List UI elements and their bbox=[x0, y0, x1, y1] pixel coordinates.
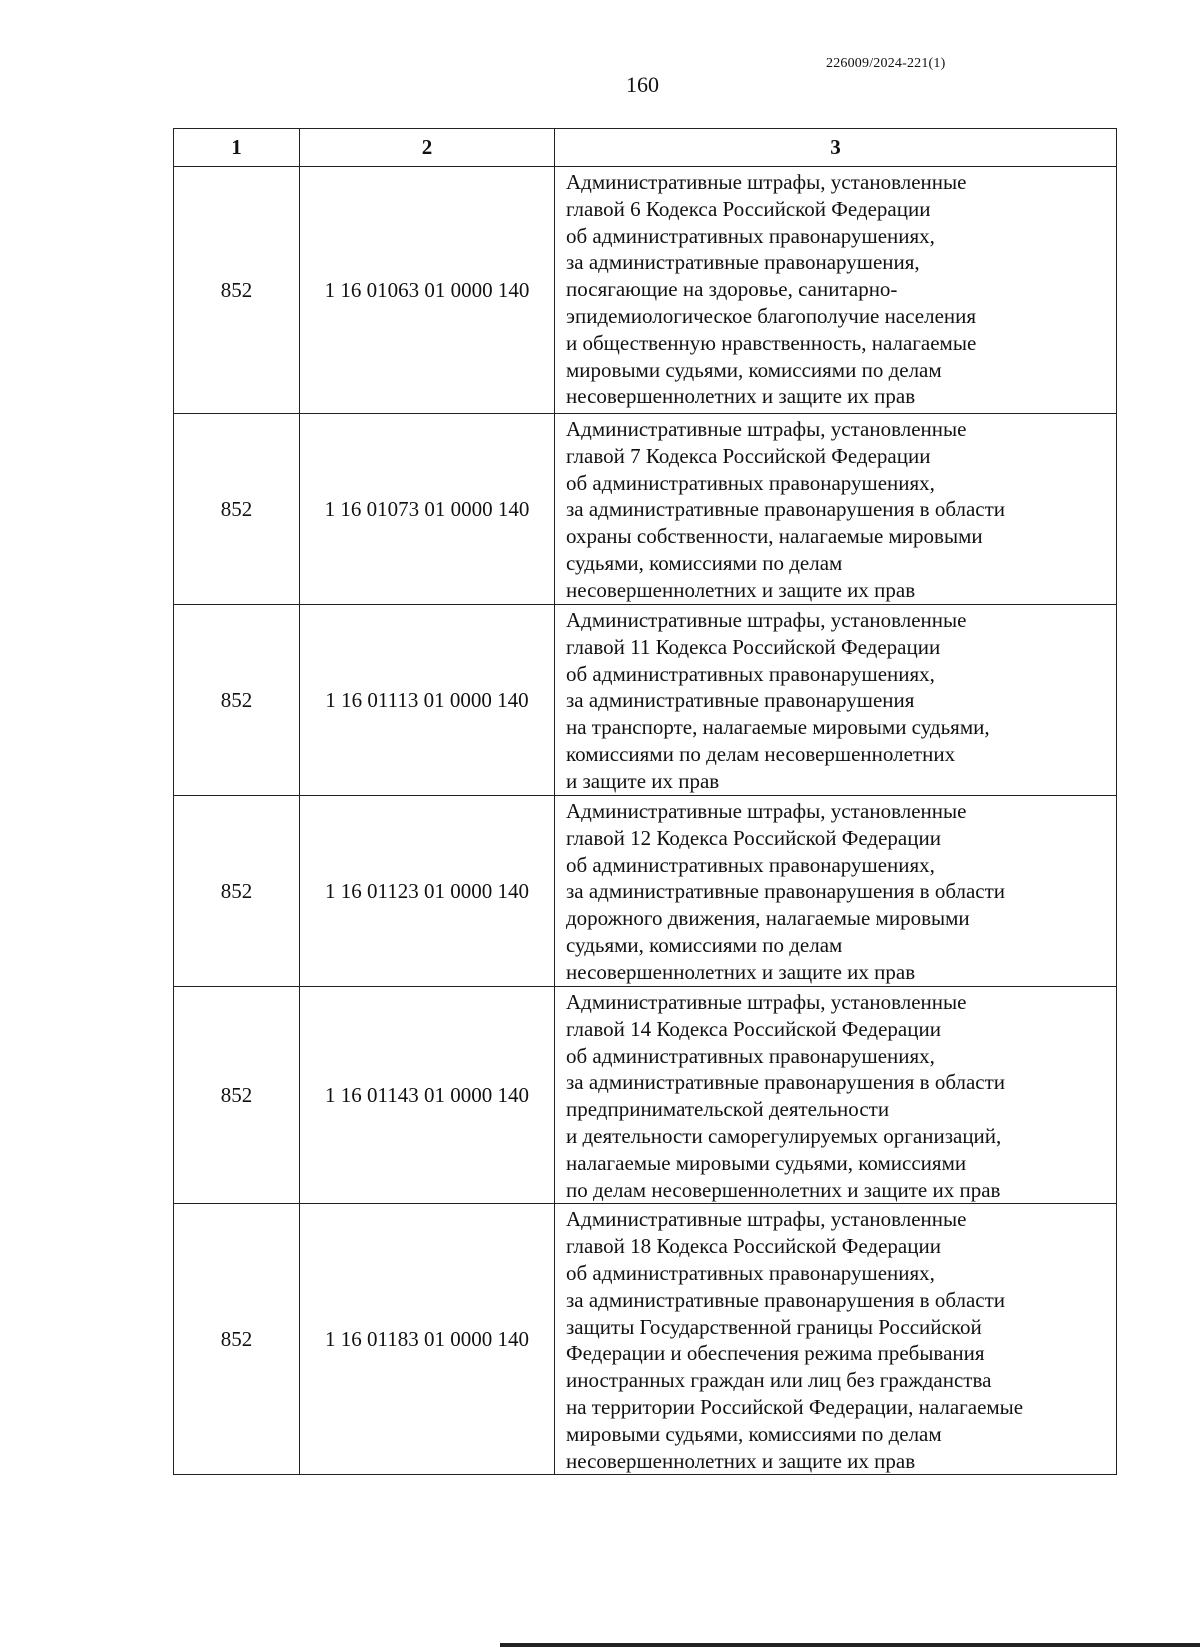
description-line: мировыми судьями, комиссиями по делам bbox=[566, 1421, 942, 1446]
scan-edge-line bbox=[500, 1643, 1200, 1647]
table-row bbox=[174, 167, 1117, 414]
description-line: Административные штрафы, установленные bbox=[566, 1207, 967, 1232]
description-line: защиты Государственной границы Российской bbox=[566, 1314, 982, 1339]
admin-code-cell: 852 bbox=[174, 605, 300, 796]
description-line: за административные правонарушения bbox=[566, 688, 915, 713]
description-line: главой 14 Кодекса Российской Федерации bbox=[566, 1016, 941, 1041]
description-line: об административных правонарушениях, bbox=[566, 470, 935, 495]
description-line: об административных правонарушениях, bbox=[566, 1043, 935, 1068]
description-line: и деятельности саморегулируемых организаций, bbox=[566, 1123, 1002, 1148]
description-line: несовершеннолетних и защите их прав bbox=[566, 959, 916, 984]
description-cell bbox=[555, 167, 1117, 414]
description-cell bbox=[555, 987, 1117, 1204]
admin-code-cell: 852 bbox=[174, 987, 300, 1204]
description-cell bbox=[555, 605, 1117, 796]
description-line: за административные правонарушения в области bbox=[566, 497, 1006, 522]
table-row bbox=[174, 987, 1117, 1204]
description-line: комиссиями по делам несовершеннолетних bbox=[566, 741, 956, 766]
description-line: по делам несовершеннолетних и защите их прав bbox=[566, 1177, 1001, 1202]
column-header-3: 3 bbox=[555, 129, 1117, 167]
admin-code-cell: 852 bbox=[174, 1204, 300, 1475]
description-line: охраны собственности, налагаемые мировыми bbox=[566, 524, 983, 549]
description-line: главой 11 Кодекса Российской Федерации bbox=[566, 634, 941, 659]
description-line: за административные правонарушения в области bbox=[566, 879, 1006, 904]
description-line: главой 12 Кодекса Российской Федерации bbox=[566, 825, 941, 850]
description-cell bbox=[555, 796, 1117, 987]
description-line: и общественную нравственность, налагаемые bbox=[566, 330, 977, 355]
kbk-code-cell: 1 16 01123 01 0000 140 bbox=[300, 796, 555, 987]
column-header-1: 1 bbox=[174, 129, 300, 167]
description-line: судьями, комиссиями по делам bbox=[566, 550, 843, 575]
description-line: об административных правонарушениях, bbox=[566, 661, 935, 686]
description-line: несовершеннолетних и защите их прав bbox=[566, 1448, 916, 1473]
description-line: на территории Российской Федерации, налагаемые bbox=[566, 1394, 1024, 1419]
description-line: об административных правонарушениях, bbox=[566, 852, 935, 877]
header-row bbox=[174, 129, 1117, 167]
description-line: за административные правонарушения в области bbox=[566, 1287, 1006, 1312]
fines-table bbox=[173, 128, 1117, 1475]
description-line: об административных правонарушениях, bbox=[566, 223, 935, 248]
description-line: за административные правонарушения, bbox=[566, 250, 920, 275]
description-line: Административные штрафы, установленные bbox=[566, 990, 967, 1014]
description-line: Административные штрафы, установленные bbox=[566, 170, 967, 194]
description-line: на транспорте, налагаемые мировыми судьями, bbox=[566, 715, 990, 740]
description-line: Административные штрафы, установленные bbox=[566, 799, 967, 823]
kbk-code-cell: 1 16 01073 01 0000 140 bbox=[300, 414, 555, 605]
description-line: за административные правонарушения в области bbox=[566, 1070, 1006, 1095]
column-header-2: 2 bbox=[300, 129, 555, 167]
description-line: предпринимательской деятельности bbox=[566, 1097, 890, 1122]
description-line: несовершеннолетних и защите их прав bbox=[566, 577, 916, 602]
kbk-code-cell: 1 16 01183 01 0000 140 bbox=[300, 1204, 555, 1475]
description-line: иностранных граждан или лиц без гражданства bbox=[566, 1368, 992, 1393]
table-row bbox=[174, 605, 1117, 796]
table-row bbox=[174, 1204, 1117, 1475]
description-line: мировыми судьями, комиссиями по делам bbox=[566, 357, 942, 382]
kbk-code-cell: 1 16 01113 01 0000 140 bbox=[300, 605, 555, 796]
description-line: несовершеннолетних и защите их прав bbox=[566, 384, 916, 409]
table-row bbox=[174, 414, 1117, 605]
description-line: Федерации и обеспечения режима пребывания bbox=[566, 1341, 985, 1366]
kbk-code-cell: 1 16 01063 01 0000 140 bbox=[300, 167, 555, 414]
description-line: судьями, комиссиями по делам bbox=[566, 932, 843, 957]
description-line: об административных правонарушениях, bbox=[566, 1260, 935, 1285]
description-line: дорожного движения, налагаемые мировыми bbox=[566, 906, 970, 931]
description-line: Административные штрафы, установленные bbox=[566, 417, 967, 441]
admin-code-cell: 852 bbox=[174, 414, 300, 605]
description-cell bbox=[555, 414, 1117, 605]
description-line: посягающие на здоровье, санитарно- bbox=[566, 277, 898, 302]
table-body bbox=[174, 167, 1117, 1475]
description-line: главой 18 Кодекса Российской Федерации bbox=[566, 1234, 941, 1259]
admin-code-cell: 852 bbox=[174, 167, 300, 414]
description-line: Административные штрафы, установленные bbox=[566, 608, 967, 632]
description-line: главой 6 Кодекса Российской Федерации bbox=[566, 196, 931, 221]
page-number: 160 bbox=[626, 72, 659, 97]
description-line: и защите их прав bbox=[566, 768, 720, 793]
table-header bbox=[174, 129, 1117, 167]
document-number: 226009/2024-221(1) bbox=[826, 56, 946, 71]
description-cell bbox=[555, 1204, 1117, 1475]
kbk-code-cell: 1 16 01143 01 0000 140 bbox=[300, 987, 555, 1204]
admin-code-cell: 852 bbox=[174, 796, 300, 987]
description-line: налагаемые мировыми судьями, комиссиями bbox=[566, 1150, 967, 1175]
table-row bbox=[174, 796, 1117, 987]
description-line: эпидемиологическое благополучие населения bbox=[566, 303, 977, 328]
description-line: главой 7 Кодекса Российской Федерации bbox=[566, 443, 931, 468]
